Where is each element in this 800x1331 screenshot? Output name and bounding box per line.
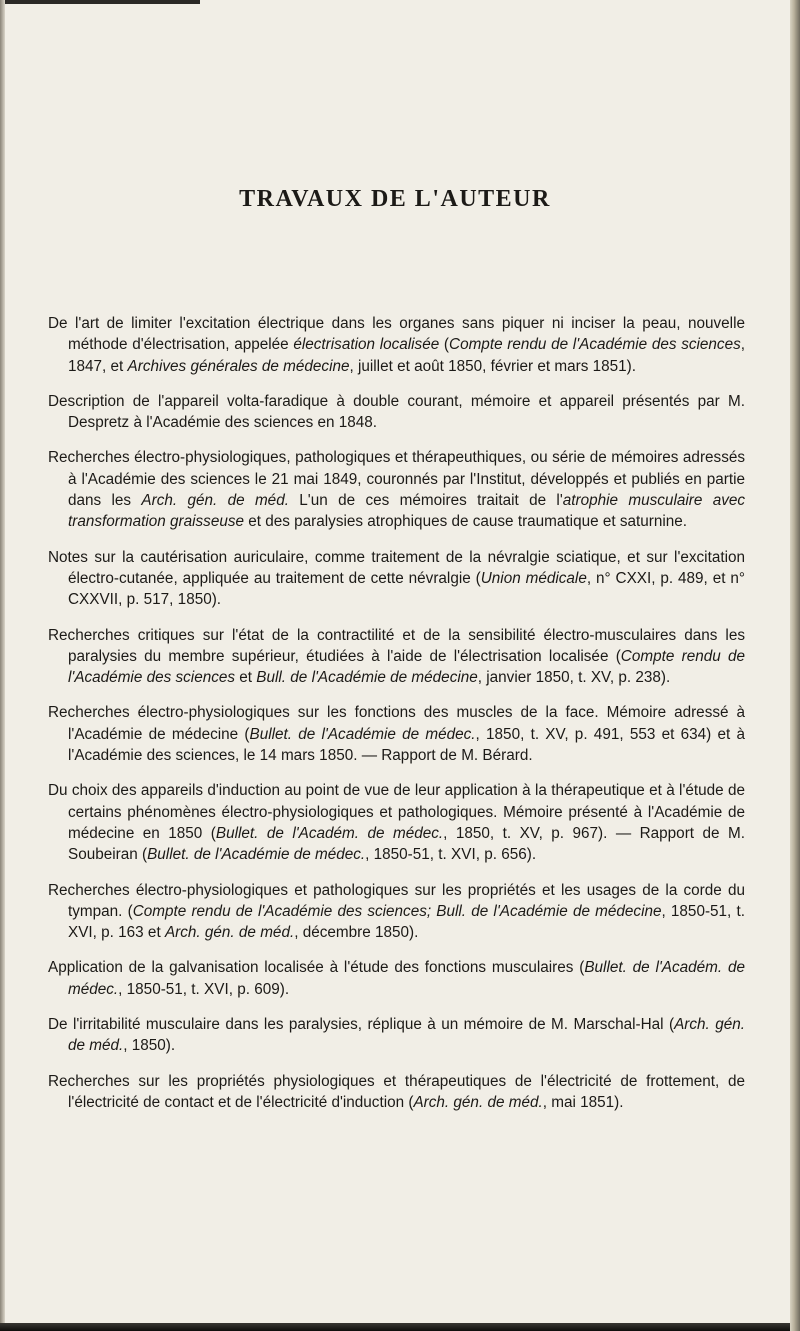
entry-italic-text: Bullet. de l'Académ. de médec. [215,824,444,842]
entry-text: , décembre 1850). [294,924,419,942]
entry-italic-text: atrophie musculaire avec transformation graisseuse [68,492,746,531]
entry-text: Recherches électro-physiologiques et pathologiques sur les propriétés et les usages de la corde du tympan. ( [48,881,745,920]
publication-entry [48,1071,745,1114]
scan-bottom-edge [0,1323,790,1331]
publication-entry [48,702,745,766]
entry-italic-text: Bullet. de l'Académ. de médec. [68,959,745,998]
publication-list [48,313,745,1127]
entry-italic-text: Arch. gén. de méd. [141,492,289,510]
entry-text: , 1847, et [68,336,745,375]
publication-entry [48,957,745,1000]
entry-italic-text: Compte rendu de l'Académie des sciences [449,336,741,354]
entry-text: Notes sur la cautérisation auriculaire, comme traitement de la névralgie sciatique, et sur l'excitation électro-cutanée, appliquée au traitement de cette névralgie ( [48,548,745,587]
publication-entry [48,625,745,689]
entry-text: , janvier 1850, t. XV, p. 238). [477,669,671,687]
entry-italic-text: Arch. gén. de méd. [68,1016,745,1055]
entry-text: De l'irritabilité musculaire dans les paralysies, réplique à un mémoire de M. Marschal-Hal ( [48,1016,675,1034]
page-right-edge [790,0,800,1331]
publication-entry [48,547,745,611]
entry-text: et des paralysies atrophiques de cause traumatique et saturnine. [244,513,688,531]
publication-entry [48,391,745,434]
entry-italic-text: Bullet. de l'Académie de médec. [147,846,366,864]
entry-text: De l'art de limiter l'excitation électrique dans les organes sans piquer ni inciser la peau, nouvelle méthode d'électrisation, appelée [48,315,745,354]
entry-text: et [235,669,257,687]
entry-text: Recherches électro-physiologiques sur les fonctions des muscles de la face. Mémoire adressé à l'Académie de médecine ( [48,704,745,743]
entry-text: Du choix des appareils d'induction au point de vue de leur application à la thérapeutique et à l'étude de certains phénomènes électro-physiologiques et pathologiques. Mémoire présenté à l'Académie de médecine en 1850 ( [48,782,745,842]
scan-top-edge [0,0,200,4]
entry-text: , mai 1851). [542,1093,624,1111]
entry-text: , 1850-51, t. XVI, p. 609). [118,980,290,998]
entry-text: Recherches critiques sur l'état de la contractilité et de la sensibilité électro-musculaires dans les paralysies du membre supérieur, étudiées à l'aide de l'électrisation localisée ( [48,626,745,665]
entry-italic-text: Bull. de l'Académie de médecine [256,669,478,687]
entry-italic-text: électrisation localisée [293,336,440,354]
entry-text: Recherches électro-physiologiques, pathologiques et thérapeuthiques, ou série de mémoires adressés à l'Académie des sciences le 21 mai 1849, couronnés par l'Institut, développés et publiés en partie dans les [48,449,745,510]
entry-text: , juillet et août 1850, février et mars 1851). [349,357,637,375]
entry-italic-text: Compte rendu de l'Académie des sciences [68,647,745,687]
entry-italic-text: Arch. gén. de méd. [164,924,295,942]
entry-text: L'un de ces mémoires traitait de l' [288,492,563,510]
entry-italic-text: Bullet. de l'Académie de médec. [249,725,476,743]
entry-italic-text: Compte rendu de l'Académie des sciences; Bull. de l'Académie de médecine [132,902,662,920]
entry-text: , 1850, t. XV, p. 967). — Rapport de M. Soubeiran ( [68,824,745,864]
entry-italic-text: Union médicale [480,569,587,587]
entry-text: , 1850, t. XV, p. 491, 553 et 634) et à l'Académie des sciences, le 14 mars 1850. — Rapport de M. Bérard. [68,725,745,765]
publication-entry [48,1014,745,1057]
entry-text: Description de l'appareil volta-faradique à double courant, mémoire et appareil présentés par M. Despretz à l'Académie des sciences en 1848. [48,392,745,432]
entry-italic-text: Arch. gén. de méd. [413,1093,543,1111]
entry-text: Recherches sur les propriétés physiologiques et thérapeutiques de l'électricité de frottement, de l'électricité de contact et de l'électricité d'induction ( [48,1072,745,1111]
publication-entry [48,313,745,377]
publication-entry [48,447,745,532]
entry-text: ( [439,336,450,354]
publication-entry [48,880,745,944]
entry-text: , 1850). [123,1037,176,1055]
entry-text: , n° CXXI, p. 489, et n° CXXVII, p. 517, 1850). [68,569,745,609]
entry-text: Application de la galvanisation localisée à l'étude des fonctions musculaires ( [48,959,585,977]
page-title: TRAVAUX DE L'AUTEUR [239,186,551,213]
entry-italic-text: Archives générales de médecine [127,357,350,375]
entry-text: , 1850-51, t. XVI, p. 163 et [68,902,745,942]
entry-text: , 1850-51, t. XVI, p. 656). [365,846,537,864]
publication-entry [48,780,745,865]
